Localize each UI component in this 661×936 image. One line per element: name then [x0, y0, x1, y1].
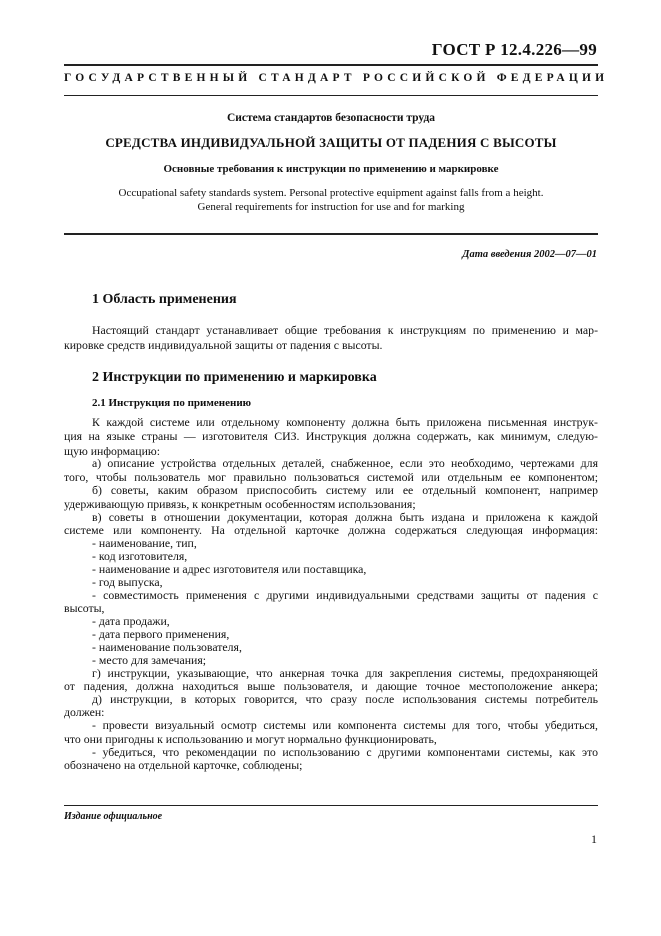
- list-item: - дата продажи,: [92, 614, 170, 628]
- title-rule: [64, 233, 598, 235]
- gost-code: ГОСТ Р 12.4.226—99: [431, 40, 597, 59]
- list-item: - код изготовителя,: [92, 549, 188, 563]
- footer-rule: [64, 805, 598, 806]
- list-item: - дата первого применения,: [92, 627, 230, 641]
- body-line: должен:: [64, 705, 105, 719]
- body-line: щую информацию:: [64, 444, 160, 458]
- body-line: а) описание устройства отдельных деталей, снабженное, если это необходимо, чертежами для: [92, 456, 598, 470]
- list-item: - год выпуска,: [92, 575, 163, 589]
- list-item: высоты,: [64, 601, 105, 615]
- list-item: - наименование пользователя,: [92, 640, 242, 654]
- body-line: - убедиться, что рекомендации по использованию с другими компонентами системы, как это: [92, 745, 598, 759]
- subsection-2-1-heading: 2.1 Инструкция по применению: [92, 397, 252, 409]
- body-line: ция на языке страны — изготовителя СИЗ. Инструкция должна содержать, как минимум, следую-: [64, 429, 598, 443]
- body-line: что они пригодны к использованию и могут нормально функционировать,: [64, 732, 437, 746]
- body-line: в) советы в отношении документации, которая должна быть издана и приложена к каждой: [92, 510, 598, 524]
- section-2-heading: 2 Инструкции по применению и маркировка: [92, 370, 377, 385]
- body-line: удерживающую привязь, к конкретным особенностям использования;: [64, 497, 416, 511]
- list-item: - совместимость применения с другими индивидуальными средствами защиты от падения с: [92, 588, 598, 602]
- english-title-line2: General requirements for instruction for use and for marking: [197, 201, 465, 213]
- section-1-text-line: Настоящий стандарт устанавливает общие требования к инструкциям по применению и мар-: [92, 323, 598, 337]
- organization-title: ГОСУДАРСТВЕННЫЙ СТАНДАРТ РОССИЙСКОЙ ФЕДЕРАЦИИ: [64, 72, 609, 84]
- body-line: д) инструкции, в которых говорится, что сразу после использования системы потребитель: [92, 692, 598, 706]
- body-line: от падения, должна находиться выше пользователя, и дающие точное местоположение анкера;: [64, 679, 598, 693]
- document-title: СРЕДСТВА ИНДИВИДУАЛЬНОЙ ЗАЩИТЫ ОТ ПАДЕНИЯ С ВЫСОТЫ: [105, 135, 557, 150]
- body-line: г) инструкции, указывающие, что анкерная точка для закрепления системы, предохраняющей: [92, 666, 598, 680]
- body-line: обозначено на отдельной карточке, соблюдены;: [64, 758, 303, 772]
- standard-series: Система стандартов безопасности труда: [226, 112, 436, 124]
- document-subtitle: Основные требования к инструкции по применению и маркировке: [163, 163, 499, 175]
- section-1-heading: 1 Область применения: [92, 292, 237, 307]
- page-number: 1: [591, 832, 597, 846]
- list-item: - место для замечания;: [92, 653, 207, 667]
- section-1-text-line: кировке средств индивидуальной защиты от падения с высоты.: [64, 338, 383, 352]
- body-line: К каждой системе или отдельному компоненту должна быть приложена письменная инструк-: [92, 415, 598, 429]
- english-title-line1: Occupational safety standards system. Personal protective equipment against falls from a height.: [118, 187, 544, 199]
- header-rule: [64, 64, 598, 66]
- header-rule-secondary: [64, 95, 598, 96]
- introduction-date: Дата введения 2002—07—01: [462, 249, 597, 260]
- body-line: системе или компоненту. На отдельной карточке должна содержаться следующая информация:: [64, 523, 598, 537]
- list-item: - наименование, тип,: [92, 536, 197, 550]
- body-line: - провести визуальный осмотр системы или компонента системы для того, чтобы убедиться,: [92, 718, 598, 732]
- body-line: б) советы, каким образом приспособить систему или ее отдельный компонент, например: [92, 483, 598, 497]
- body-line: того, чтобы пользователь мог правильно пользоваться системой или отдельным ее компонентом;: [64, 470, 598, 484]
- list-item: - наименование и адрес изготовителя или поставщика,: [92, 562, 367, 576]
- edition-label: Издание официальное: [64, 811, 163, 822]
